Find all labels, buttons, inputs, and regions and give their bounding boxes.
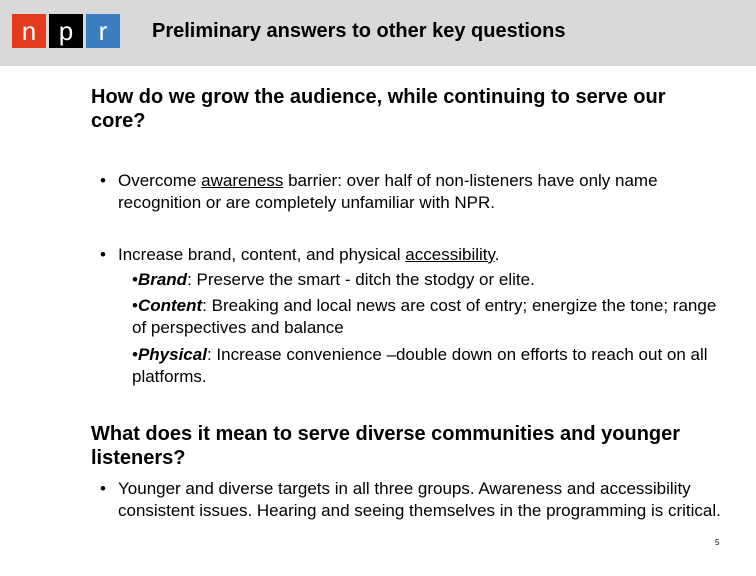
- sub-bullet-marker: •: [132, 270, 138, 289]
- sub-bullet-text: Preserve the smart - ditch the stodgy or elite.: [191, 270, 535, 289]
- bullet-suffix: .: [494, 245, 500, 264]
- logo-letter-r: r: [86, 14, 120, 48]
- bullet-marker: •: [100, 245, 106, 264]
- sub-bullet-content: [132, 295, 732, 339]
- page-number: 5: [715, 538, 720, 547]
- bullet-marker: •: [100, 171, 106, 190]
- sub-bullet-brand: [132, 269, 732, 291]
- sub-bullet-colon: :: [206, 345, 212, 364]
- sub-bullet-label: Physical: [137, 345, 207, 364]
- underlined-term-awareness: awareness: [201, 171, 284, 190]
- sub-bullet-label: Brand: [137, 270, 188, 289]
- sub-bullet-marker: •: [132, 345, 138, 364]
- underlined-term-accessibility: accessibility: [405, 245, 495, 264]
- sub-bullet-marker: •: [132, 296, 138, 315]
- bullet-text: Younger and diverse targets in all three groups. Awareness and accessibility consistent issues. Hearing and seeing themselves in the programming is critical.: [118, 479, 721, 520]
- sub-bullet-text: Breaking and local news are cost of entry; energize the tone; range of perspectives and balance: [132, 296, 717, 337]
- logo-letter-n: n: [12, 14, 46, 48]
- sub-bullet-text: Increase convenience –double down on efforts to reach out on all platforms.: [132, 345, 708, 386]
- question-diverse-communities: What does it mean to serve diverse communities and younger listeners?: [91, 423, 681, 469]
- sub-bullet-colon: :: [187, 270, 192, 289]
- bullet-prefix: Overcome: [118, 171, 202, 190]
- slide-title: Preliminary answers to other key questions: [152, 20, 566, 42]
- bullet-prefix: Increase brand, content, and physical: [118, 245, 406, 264]
- bullet-text: [118, 244, 728, 266]
- logo-letter-p: p: [49, 14, 83, 48]
- bullet-marker: •: [100, 479, 106, 498]
- npr-logo: [12, 14, 120, 48]
- sub-bullet-label: Content: [137, 296, 203, 315]
- slide-header: [0, 0, 756, 66]
- bullet-suffix: barrier: over half of non-listeners have only name recognition or are completely unfamiliar with NPR.: [118, 171, 658, 212]
- sub-bullet-colon: :: [202, 296, 207, 315]
- bullet-text: [118, 170, 728, 214]
- question-audience-growth: How do we grow the audience, while continuing to serve our core?: [91, 86, 666, 132]
- sub-bullet-physical: [132, 344, 732, 388]
